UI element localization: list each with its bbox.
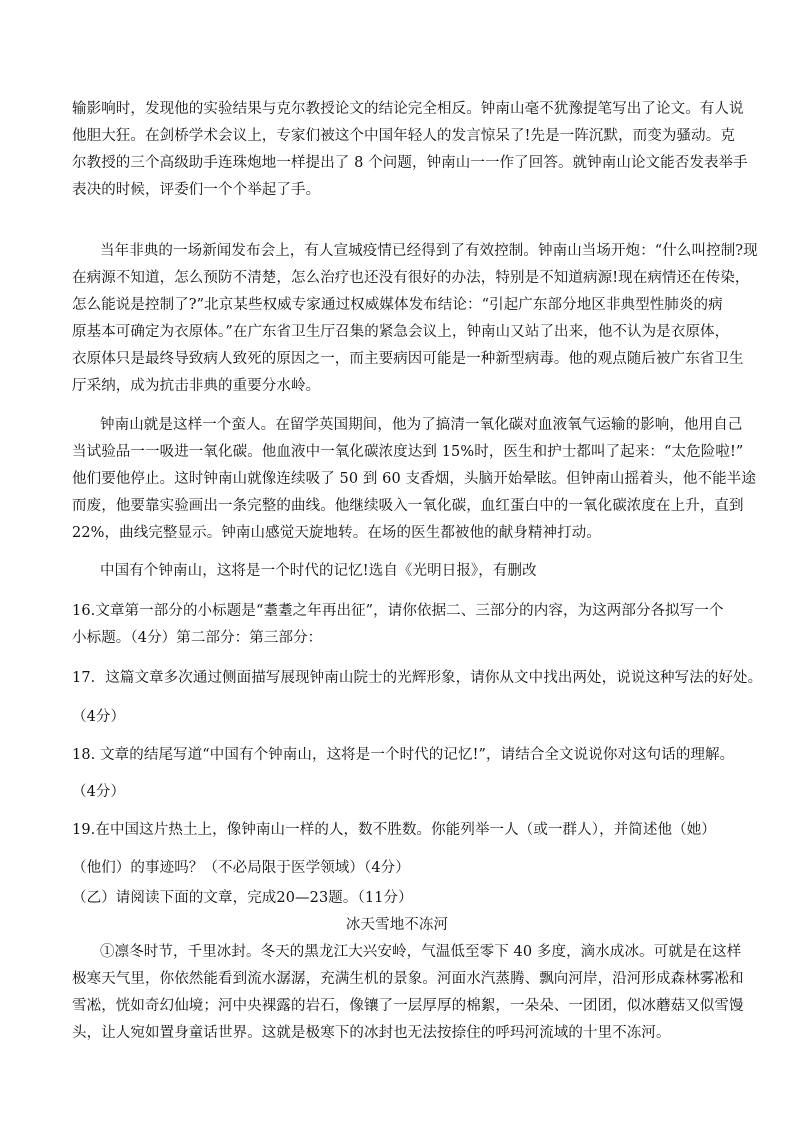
article-paragraph-1-line-3: 尔教授的三个高级助手连珠炮地一样提出了 8 个问题，钟南山一一作了回答。就钟南山论文能否发表举手: [72, 155, 748, 171]
article-paragraph-3-line-5: 22%，曲线完整显示。钟南山感觉天旋地转。在场的医生都被他的献身精神打动。: [72, 525, 601, 541]
question-19-line-1: 19.在中国这片热土上，像钟南山一样的人，数不胜数。你能列举一人（或一群人），并简述他（她）: [72, 822, 716, 838]
question-16-line-1: 16.文章第一部分的小标题是“耋耋之年再出征”，请你依据二、三部分的内容，为这两部分各拟写一个: [72, 603, 724, 619]
article-paragraph-2-line-4: 原基本可确定为衣原体。”在广东省卫生厅召集的紧急会议上，钟南山又站了出来，他不认为是衣原体，: [72, 324, 730, 340]
article-paragraph-1-line-4: 表决的时候，评委们一个个举起了手。: [72, 182, 321, 198]
question-18-line-1: 18. 文章的结尾写道“中国有个钟南山，这将是一个时代的记忆!”，请结合全文说说你对这句话的理解。: [72, 747, 735, 763]
section-b-title: 冰天雪地不冻河: [345, 917, 449, 933]
article-closing-line: 中国有个钟南山，这将是一个时代的记忆!选自《光明日报》，有删改: [100, 563, 537, 579]
section-b-paragraph-1-line-4: 头，让人宛如置身童话世界。这就是极寒下的冰封也无法按捺住的呼玛河流域的十里不冻河。: [72, 1025, 671, 1041]
article-paragraph-2-line-6: 厅采纳，成为抗击非典的重要分水岭。: [72, 378, 321, 394]
article-paragraph-1-line-2: 他胆大狂。在剑桥学术会议上，专家们被这个中国年轻人的发言惊呆了!先是一阵沉默，而变为骚动。克: [72, 128, 735, 144]
section-b-paragraph-1-line-2: 极寒天气里，你依然能看到流水潺潺，充满生机的景象。河面水汽蒸腾、飘向河岸，沿河形成森林雾凇和: [72, 971, 744, 987]
question-16-line-2: 小标题。（4分）第二部分：第三部分：: [72, 630, 323, 646]
section-b-paragraph-1-line-3: 雪凇，恍如奇幻仙境；河中央裸露的岩石，像镶了一层厚厚的棉絮，一朵朵、一团团，似冰蘑菇又似雪馒: [72, 998, 744, 1014]
section-b-intro: （乙）请阅读下面的文章，完成20—23题。（11分）: [72, 890, 413, 906]
section-b-paragraph-1-line-1: ①凛冬时节，千里冰封。冬天的黑龙江大兴安岭，气温低至零下 40 多度，滴水成冰。可就是在这样: [100, 944, 742, 960]
article-paragraph-3-line-1: 钟南山就是这样一个蛮人。在留学英国期间，他为了搞清一氧化碳对血液氧气运输的影响，他用自己: [100, 417, 743, 433]
article-paragraph-3-line-3: 他们要他停止。这时钟南山就像连续吸了 50 到 60 支香烟，头脑开始晕眩。但钟南山摇着头，他不能半途: [72, 471, 756, 487]
question-17-line-1: 17．这篇文章多次通过侧面描写展现钟南山院士的光辉形象，请你从文中找出两处，说说这种写法的好处。: [72, 670, 763, 686]
article-paragraph-2-line-3: 怎么能说是控制了?”北京某些权威专家通过权威媒体发布结论：“引起广东部分地区非典型性肺炎的病: [72, 297, 723, 313]
article-paragraph-2-line-1: 当年非典的一场新闻发布会上，有人宣城疫情已经得到了有效控制。钟南山当场开炮：“什么叫控制?现: [100, 243, 758, 259]
article-paragraph-2-line-5: 衣原体只是最终导致病人致死的原因之一，而主要病因可能是一种新型病毒。他的观点随后被广东省卫生: [72, 351, 744, 367]
article-paragraph-3-line-2: 当试验品一一吸进一氧化碳。他血液中一氧化碳浓度达到 15%时，医生和护士都叫了起来：“太危险啦!”: [72, 444, 744, 460]
article-paragraph-1-line-1: 输影响时，发现他的实验结果与克尔教授论文的结论完全相反。钟南山毫不犹豫提笔写出了论文。有人说: [72, 101, 744, 117]
article-paragraph-3-line-4: 而废，他要靠实验画出一条完整的曲线。他继续吸入一氧化碳，血红蛋白中的一氧化碳浓度在上升，直到: [72, 498, 744, 514]
article-paragraph-2-line-2: 在病源不知道，怎么预防不清楚，怎么治疗也还没有很好的办法，特别是不知道病源!现在病情还在传染，: [72, 270, 750, 286]
question-19-line-2: （他们）的事迹吗？（不必局限于医学领域）（4分）: [72, 860, 410, 876]
question-18-line-2: （4分）: [72, 784, 126, 800]
question-17-line-2: （4分）: [72, 709, 126, 725]
